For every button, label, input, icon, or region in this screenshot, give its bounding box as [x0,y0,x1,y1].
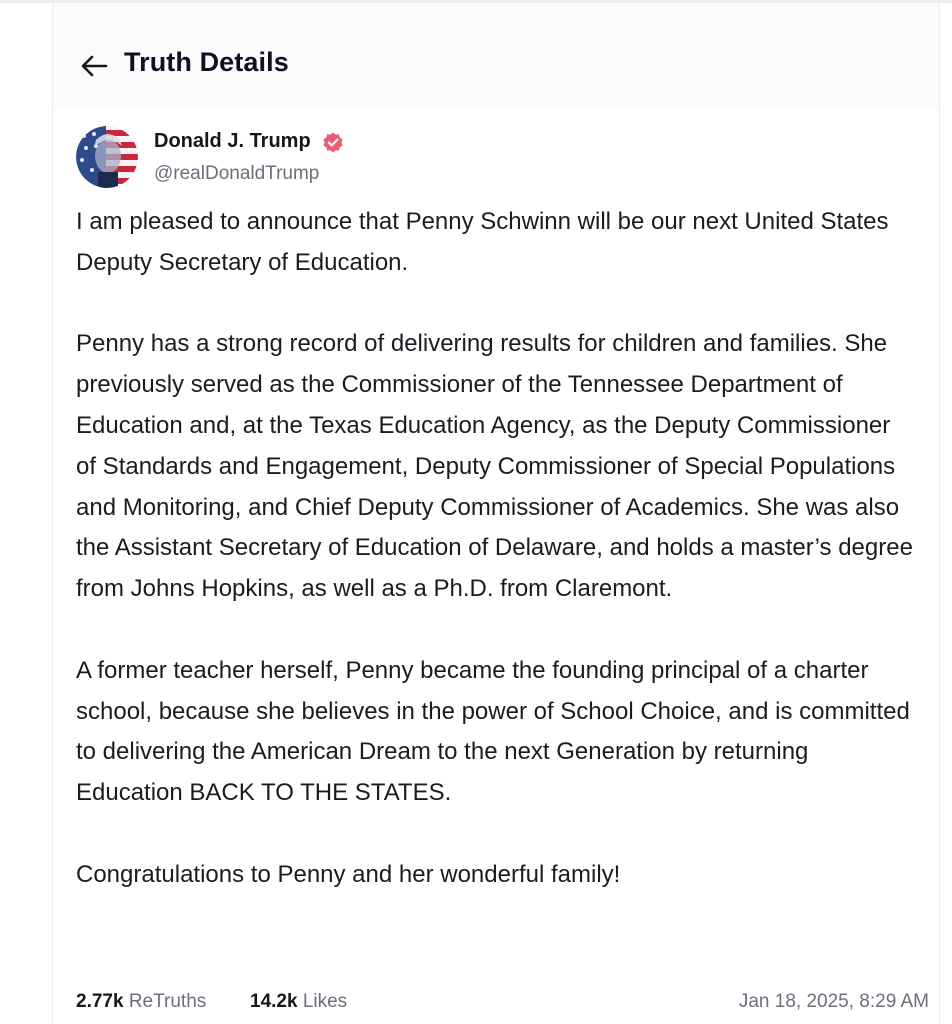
retruths-label: ReTruths [128,991,207,1012]
retruths-count: 2.77k [76,991,124,1012]
avatar-image [76,126,138,188]
author-name[interactable]: Donald J. Trump [154,130,311,152]
arrow-left-icon [80,54,108,78]
verified-badge-icon [321,131,345,155]
likes-label: Likes [302,991,348,1012]
likes-count: 14.2k [250,991,298,1012]
post-paragraph: I am pleased to announce that Penny Schwinn will be our next United States Deputy Secretary of Education. [76,208,889,276]
post-timestamp: Jan 18, 2025, 8:29 AM [738,991,929,1012]
retruths-stat[interactable] [76,991,206,1013]
post-paragraph: Congratulations to Penny and her wonderful family! [76,860,621,888]
page-header [53,3,939,107]
post-paragraph: Penny has a strong record of delivering results for children and families. She previously served as the Commissioner of the Tennessee Department of Education and, at the Texas Education Agency, as the Deputy Commissioner of Standards and Engagement, Deputy Commissioner of Special Populations and Monitoring, and Chief Deputy Commissioner of Academics. She was also the Assistant Secretary of Education of Delaware, and holds a master’s degree from Johns Hopkins, as well as a Ph.D. from Claremont. [76,330,913,603]
likes-stat[interactable] [250,991,347,1013]
author-handle[interactable]: @realDonaldTrump [154,163,320,184]
page-title: Truth Details [124,47,289,77]
back-button[interactable] [77,51,111,81]
post-paragraph: A former teacher herself, Penny became the founding principal of a charter school, because she believes in the power of School Choice, and is committed to delivering the American Dream to the next Generation by returning Education BACK TO THE STATES. [76,656,910,807]
truth-detail-panel [52,3,940,1024]
post-body [76,202,916,896]
avatar[interactable] [76,126,138,188]
